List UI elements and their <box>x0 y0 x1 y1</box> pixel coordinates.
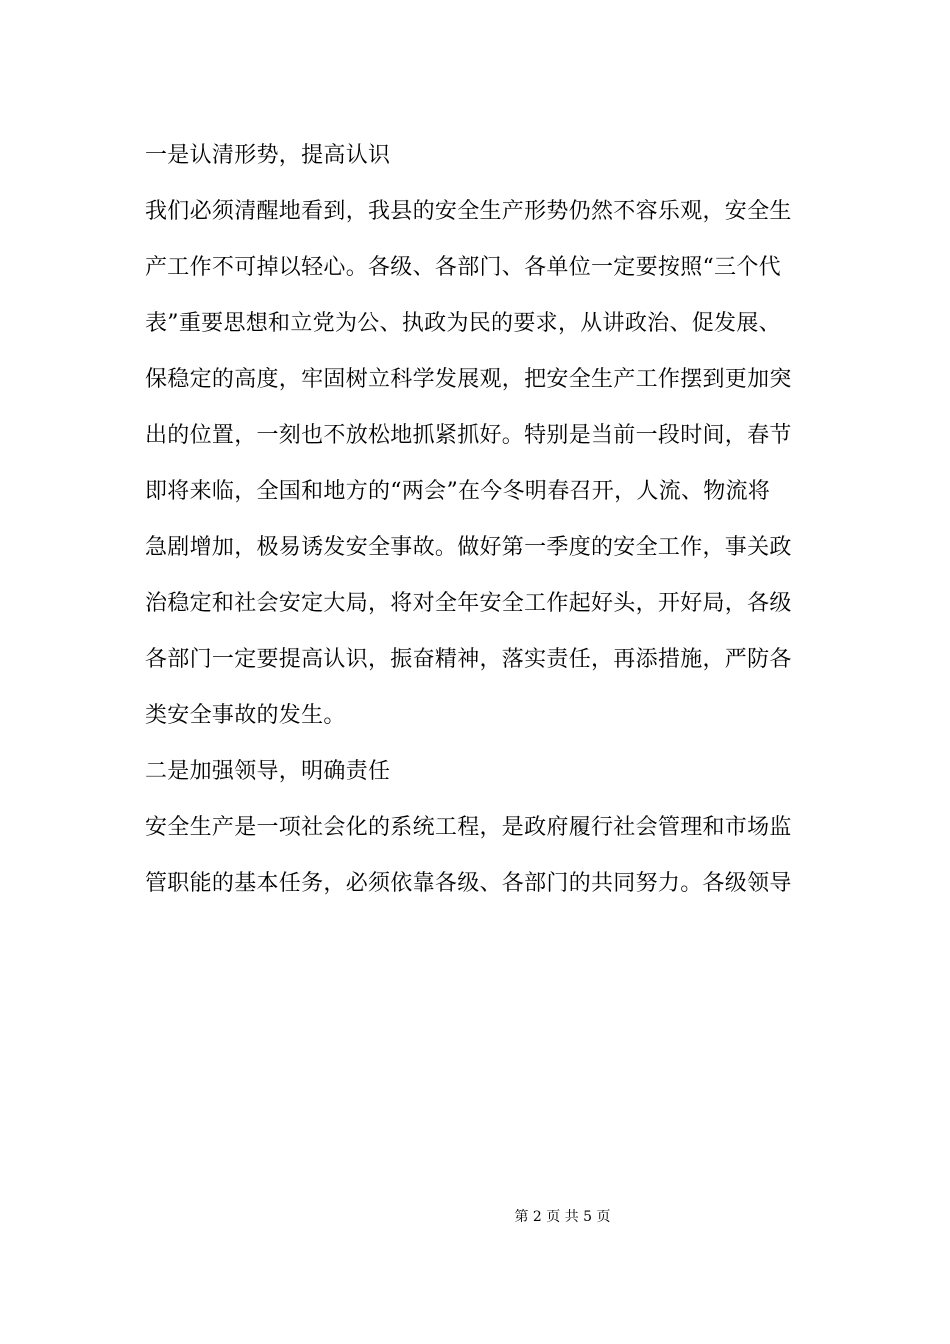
section-heading-2: 二是加强领导，明确责任 <box>145 759 391 784</box>
section-heading-1: 一是认清形势，提高认识 <box>145 143 391 168</box>
document-body <box>145 136 810 920</box>
text-line: 即将来临，全国和地方的“两会”在今冬明春召开，人流、物流将 <box>145 479 771 504</box>
text-line: 出的位置，一刻也不放松地抓紧抓好。特别是当前一段时间，春节 <box>145 423 792 448</box>
text-line: 保稳定的高度，牢固树立科学发展观，把安全生产工作摆到更加突 <box>145 367 792 392</box>
text-line: 各部门一定要提高认识，振奋精神，落实责任，再添措施，严防各 <box>145 647 792 672</box>
text-line: 治稳定和社会安定大局，将对全年安全工作起好头，开好局，各级 <box>145 591 792 616</box>
text-line: 产工作不可掉以轻心。各级、各部门、各单位一定要按照“三个代 <box>145 255 781 280</box>
page-number-footer: 第 2 页 共 5 页 <box>514 1209 611 1225</box>
text-line: 安全生产是一项社会化的系统工程，是政府履行社会管理和市场监 <box>145 815 792 840</box>
text-line: 表”重要思想和立党为公、执政为民的要求，从讲政治、促发展、 <box>145 311 781 336</box>
text-line: 类安全事故的发生。 <box>145 703 346 728</box>
text-line: 我们必须清醒地看到，我县的安全生产形势仍然不容乐观，安全生 <box>145 199 792 224</box>
text-line: 管职能的基本任务，必须依靠各级、各部门的共同努力。各级领导 <box>145 871 792 896</box>
text-line: 急剧增加，极易诱发安全事故。做好第一季度的安全工作，事关政 <box>145 535 792 560</box>
